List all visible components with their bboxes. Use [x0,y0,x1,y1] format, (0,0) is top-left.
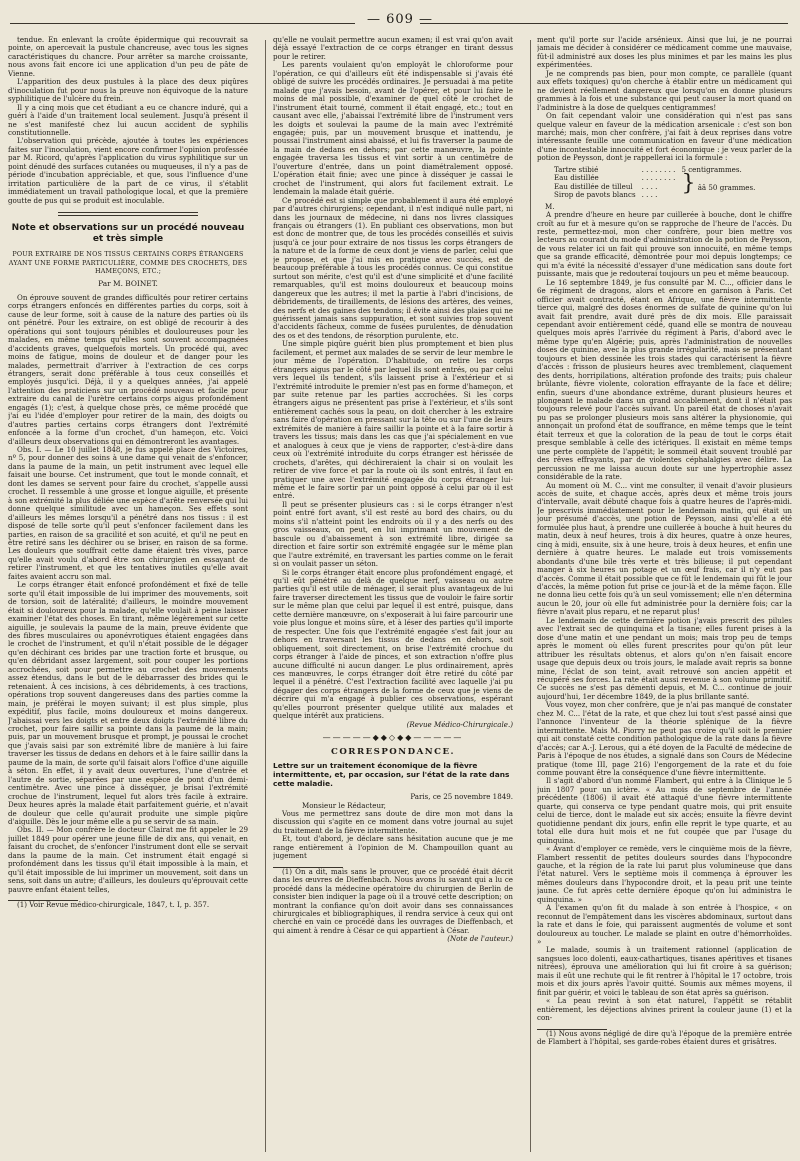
footnote: (1) On a dit, mais sans le prouver, que ce procédé était décrit dans les œuvres de Dieffenbach. Nous avons lu savant qui a lu ce procédé dans la médecine opératoire du chirurgien de Berlin de consister bien indiquer la page où il a trouvé cette description; on montrant la confiance qu'on doit avoir dans ses connaissances chirurgicales et bibliographiques, il rendra service à ceux qui ont cherché en vain ce procédé dans les ouvrages de Dieffenbach, et qui aiment à rendre à César ce qui appartient à César. [273,866,513,935]
paragraph: Ce procédé est si simple que probablement il aura été employé par d'autres chirurgiens; cependant, il n'est indiqué nulle part, ni dans les journaux de médecine, ni dans nos livres classiques français ou étrangers (1). En publiant ces observations, mon but est donc de montrer que, de tous les procédés conseillés et suivis jusqu'à ce jour pour extraire de nos tissus les corps étrangers de la nature et de la forme de ceux dont je viens de parler, celui que je propose, et que j'ai mis en pratique avec succès, est de beaucoup préférable à tous les procédés connus. Ce qui constitue surtout son mérite, c'est qu'il est d'une simplicité et d'une facilité remarquables, qu'il est moins douloureux et beaucoup moins dangereux que les autres; il met la partie à l'abri d'incisions, de débridements, de tiraillements, de lésions des artères, des veines, des nerfs et des gaines des tendons; il évite ainsi des plaies qui ne guérissent jamais sans suppuration, et sont suivies trop souvent d'accidents fâcheux, comme de fusées purulentes, de dénudation des os et des tendons, de résorption purulente, etc. [273,195,513,340]
article-subtitle: POUR EXTRAIRE DE NOS TISSUS CERTAINS CORPS ÉTRANGERS AYANT UNE FORME PARTICULIÈRE, COMME DES CROCHETS, DES HAMEÇONS, ETC.; [8,250,248,275]
formula-dose [678,171,758,199]
paragraph: Une simple piqûre guérit bien plus promptement et bien plus facilement, et permet aux malades de se servir de leur membre le jour même de l'opération. D'habitude, on retire les corps étrangers aigus par le côté par lequel ils sont entrés, ou par celui vers lequel ils tendent, s'ils laissent prise à l'extérieur et si l'extrémité introduite le premier n'est pas en forme d'hameçon, et par suite retenue par les parties accrochées. Si les corps étrangers aigus ne présentent pas prise à l'extérieur, et s'ils sont entièrement cachés sous la peau, on doit chercher à les extraire sans faire d'opération en pressant sur la tête ou sur l'une de leurs extrémités de manière à faire saillir la pointe et à la faire sortir à travers les tissus; mais dans les cas que j'ai spécialement en vue et analogues à ceux que je viens de rapporter, c'est-à-dire dans ceux où l'extrémité introduite du corps étranger est hérissée de crochets, d'arêtes, qui déchireraient la chair si on voulait les retirer de vive force et par la route où ils sont entrés, il faut en pratiquer une avec l'extrémité engagée du corps étranger lui-même et le faire sortir par un point opposé à celui par où il est entré. [273,339,513,501]
prescription-formula [551,166,758,200]
paragraph: Obs. II. — Mon confrère le docteur Clairat me fit appeler le 29 juillet 1849 pour opérer une jeune fille de dix ans, qui venait, en faisant du crochet, de s'enfoncer l'instrument dont elle se servait dans la paume de la main. Cet instrument était engagé si profondément dans les tissus qu'il était impossible à la main, et qu'il était impossible de lui imprimer un mouvement, soit dans un sens, soit dans un autre; d'ailleurs, les douleurs qu'éprouvait cette pauvre enfant étaient telles, [8,825,248,894]
ornament-divider: —————◆◆◇◆◆————— [322,733,464,743]
paragraph: Je ne comprends pas bien, pour mon compte, ce parallèle (quant aux effets toxiques) qu'on cherche à établir entre un médicament qui ne devient réellement dangereux que lorsqu'on en donne plusieurs grammes à la fois et une substance qui peut causer la mort quand on l'administre à la dose de quelques centigrammes! [537,68,792,112]
formula-ingredient: Eau distillée [554,173,599,183]
paragraph: Vous me permettrez sans doute de dire mon mot dans la discussion qui s'agite en ce moment dans votre journal au sujet du traitement de la fièvre intermittente. [273,808,513,835]
paragraph: tendue. En enlevant la croûte épidermique qui recouvrait sa pointe, on apercevait la pustule chancreuse, avec tous les signes caractéristiques du chancre. Pour arrêter sa marche croissante, nous avons fait encore ici une application d'un peu de pâte de Vienne. [8,36,248,78]
paragraph: A prendre d'heure en heure par cuillerée à bouche, dont le chiffre croît au fur et à mesure qu'on se rapproche de l'heure de l'accès. Du reste, permettez-moi, mon cher confrère, pour bien mettre vos lecteurs au courant du mode d'administration de la potion de Peysson, de vous relater ici un fait qui prouve son innocuité, en même temps que sa grande efficacité, démontrée pour moi depuis longtemps; ce qui m'a évité la nécessité d'essayer d'une médication sans doute fort puissante, mais que je redouterai toujours un peu et même beaucoup. [537,210,792,279]
paragraph: Il s'agit d'abord d'un nommé Flambert, qui entre à la Clinique le 5 juin 1807 pour un ictère. « Au mois de septembre de l'année précédente (1806) il avait été attaqué d'une fièvre intermittente quarte, qui conserva ce type pendant quatre mois, qui prit ensuite celui de tierce, dont le malade eut six accès; ensuite la fièvre devint quotidienne pendant dix jours, enfin elle reprit le type quarte, et au total elle dura huit mois et ne fut coupée que par l'usage du quinquina. [537,776,792,845]
formula-ingredient: Eau distillée de tilleul [554,181,633,191]
paragraph: Obs. I. — Le 10 juillet 1848, je fus appelé place des Victoires, nº 5, pour donner des soins à une dame qui venait de s'enfoncer, dans la paume de la main, un petit instrument avec lequel elle faisait une bourse. Cet instrument, que tout le monde connaît, et dont les dames se servent pour faire du crochet, s'appelle aussi crochet. Il ressemble à une grosse et longue aiguille, et présente à son extrémité la plus déliée une espèce d'arête renversée qui lui donne quelque similitude avec un hameçon. Ses effets sont d'ailleurs les mêmes lorsqu'il a pénétré dans nos tissus : il est disposé de telle sorte qu'il peut s'enfoncer facilement dans les parties, en raison de sa gracilité et son acuité, et qu'il ne peut en être retiré sans les déchirer ou se briser, en raison de sa forme. Les douleurs que souffrait cette dame étaient très vives, parce qu'elle avait voulu d'abord être son chirurgien en essayant de retirer l'instrument, et que les tentatives inutiles qu'elle avait faites avaient accru son mal. [8,445,248,581]
section-rule [58,212,198,216]
formula-ingredient: Tartre stibié [554,164,599,174]
article-author: Par M. BOINET. [98,279,158,289]
paragraph: A l'examen qu'on fit du malade à son entrée à l'hospice, « on reconnut de l'empâtement dans les viscères abdominaux, surtout dans la rate et dans le foie, qui paraissent augmentés de volume et sont douloureux au toucher. Le malade se plaint en outre d'hémorrhoïdes. » [537,903,792,947]
footnote: (1) Nous avons négligé de dire qu'à l'époque de la première entrée de Flambert à l'hôpital, ses garde-robes étaient dures et grisâtres. [537,1028,792,1047]
column-3 [537,36,792,1154]
formula-mix: M. [545,201,555,211]
formula-dots: . . . . [641,181,658,191]
paragraph: Il y a cinq mois que cet étudiant a eu ce chancre induré, qui a guéri à l'aide d'un traitement local seulement. Jusqu'à présent il ne s'est manifesté chez lui aucun accident de syphilis constitutionnelle. [8,102,248,137]
formula-dots: . . . . . . . . [641,164,676,174]
paragraph: Vous voyez, mon cher confrère, que je n'ai pas manqué de constater chez M. C... l'état de la rate, et que chez lui tout s'est passé ainsi que l'annonce l'inventeur de la théorie splénique de la fièvre intermittente. Mais M. Piorry ne peut pas croire qu'il soit le premier qui ait constaté cette condition pathologique de la rate dans la fièvre d'accès; car A.-J. Lerous, qui a été doyen de la Faculté de médecine de Paris à l'époque de nos études, a signalé dans son Cours de Médecine pratique (tome III, page 216) l'engorgement de la rate et du foie comme pouvant être la conséquence d'une fièvre intermittente. [537,700,792,777]
page-number: — 609 — [366,12,434,27]
letter-title: Lettre sur un traitement économique de la fièvre intermittente, et, par occasion, sur l'état de la rate dans cette maladie. [273,761,510,789]
paragraph: Les parents voulaient qu'on employât le chloroforme pour l'opération, ce qui d'ailleurs eût été indispensable si j'avais été obligé de suivre les procédés ordinaires. Je persuadai à ma petite malade que j'avais besoin, avant de l'opérer, et pour lui faire le moins de mal possible, d'examiner de quel côté le crochet de l'instrument était tourné, comment il était engagé, etc.; tout en causant avec elle, j'abaissai l'extrémité libre de l'instrument vers les doigts et soulevai la paume de la main avec l'extrémité engagée; puis, par un mouvement brusque et inattendu, je poussai l'instrument ainsi abaissé, et lui fis traverser la paume de la main de dedans en dehors; par cette manœuvre, la pointe engagée traversa les tissus et vint sortir à un centimètre de l'ouverture d'entrée, dans un point diamétralement opposé. L'opération était finie; avec une pince à disséquer je cassai le crochet de l'instrument, qui alors fut facilement extrait. Le lendemain la malade était guérie. [273,60,513,197]
footnote-note: (Note de l'auteur.) [447,934,513,944]
page-header [0,10,800,36]
paragraph: « Avant d'employer ce remède, vers le cinquième mois de la fièvre, Flambert ressentit de petites douleurs sourdes dans l'hypocondre gauche, et la région de la rate lui parut plus volumineuse que dans l'état naturel. Vers le septième mois il commença à éprouver les mêmes douleurs dans l'hypocondre droit, et la peau prit une teinte jaune. Ce fut après cette dernière époque qu'on lui administra le quinquina. » [537,844,792,904]
paragraph: Le lendemain de cette dernière potion j'avais prescrit des pilules avec l'extrait sec de quinquina et la tisane; elles furent prises à la dose d'une matin et une pendant un mois; mais trop peu de temps après le moment où elles furent prescrites pour qu'on pût leur attribuer les résultats obtenus, et alors qu'on n'en faisait encore usage que depuis deux ou trois jours, le malade avait repris sa bonne mine, l'éclat de son teint, avait retrouvé son ancien appétit et récupéré ses forces. La rate était aussi revenue à son volume primitif. Ce succès ne s'est pas démenti depuis, et M. C... continue de jouir aujourd'hui, 1er décembre 1849, de la plus brillante santé. [537,615,792,701]
formula-dose-value: ââ 50 grammes. [697,183,756,193]
letter-salutation: Monsieur le Rédacteur, [302,800,386,810]
formula-ingredient: Sirop de pavots blancs [554,190,636,200]
header-rule-left [10,23,355,24]
column-divider-1 [265,40,266,1152]
paragraph: L'apparition des deux pustules à la place des deux piqûres d'inoculation fut pour nous la preuve non équivoque de la nature syphilitique de l'ulcère du frein. [8,77,248,104]
paragraph: L'observation qui précède, ajoutée à toutes les expériences faites sur l'inoculation, vient encore confirmer l'opinion professée par M. Ricord, qu'après l'application du virus syphilitique sur un point dénudé des surfaces cutanées ou muqueuses, il n'y a pas de période d'incubation appréciable, et que, sous l'influence d'une irritation particulière de la part de ce virus, il s'établit immédiatement un travail pathologique local, et que la première goutte de pus qui se produit est inoculable. [8,136,248,205]
paragraph: Il peut se présenter plusieurs cas : si le corps étranger n'est point entré fort avant, s'il est resté au bord des chairs, ou du moins s'il n'atteint point les endroits où il y a des nerfs ou des gros vaisseaux, on peut, en lui imprimant un mouvement de bascule ou d'abaissement à son extrémité libre, dirigée sa direction et faire sortir son extrémité engagée sur le même plan que l'autre extrémité, en traversant les parties comme on le ferait si on voulait passer un séton. [273,499,513,569]
article-source: (Revue Médico-Chirurgicale.) [406,719,513,729]
column-1 [8,36,248,1154]
paragraph: « La peau revint à son état naturel, l'appétit se rétablit entièrement, les déjections alvines prirent la couleur jaune (1) et la con- [537,996,792,1023]
paragraph: Au moment où M. C... vint me consulter, il venait d'avoir plusieurs accès de suite, et chaque accès, après deux et même trois jours d'intervalle, avait débuté chaque fois à quatre heures de l'après-midi. Je prescrivis immédiatement pour le lendemain matin, qui était un jour présumé d'accès, une potion de Peysson, ainsi qu'elle a été formulée plus haut, à prendre une cuillerée à bouche à huit heures du matin, deux à neuf heures, trois à dix heures, quatre à onze heures, cinq à midi, ensuite, six à une heure, trois à deux heures, et enfin une dernière à quatre heures. Le malade eut trois vomissements abondants d'une bile très verte et très bilieuse; il put cependant manger à six heures un potage et un œuf frais, car il n'y eut pas d'accès. Comme il était possible que ce fût le lendemain qui fût le jour d'accès, la même potion fut prise ce jour-là et de la même façon. Elle ne donna lieu cette fois qu'à un seul vomissement; elle n'en détermina aucun le 20, jour où elle fut administrée pour la dernière fois; car la fièvre n'avait plus reparu, et ne reparut plus! [537,480,792,617]
paragraph: On fait cependant valoir une considération qui n'est pas sans quelque valeur en faveur de la médication arsenicale : c'est son bon marché; mais, mon cher confrère, j'ai fait à deux reprises dans votre intéressante feuille une communication en faveur d'une médication d'une incontestable innocuité et fort économique : je veux parler de la potion de Peysson, dont je rappellerai ici la formule : [537,111,792,163]
letter-dateline: Paris, ce 25 novembre 1849. [410,792,513,802]
paragraph: Le 16 septembre 1849, je fus consulté par M. C..., officier dans le 6e régiment de dragons, alors et encore en garnison à Paris. Cet officier avait contracté, étant en Afrique, une fièvre intermittente tierce qui, malgré des doses énormes de sulfate de quinine qu'on lui avait fait prendre, avait duré près de dix mois. Elle paraissait cependant avoir entièrement cédé, quand elle se montra de nouveau quelques mois après l'arrivée du régiment à Paris, d'abord avec le même type qu'en Algérie; puis, après l'administration de nouvelles doses de quinine, avec la plus grande irrégularité, mais se présentant toujours et bien dessinée les trois stades qui caractérisent la fièvre d'accès : frisson de plusieurs heures avec tremblement, claquement des dents, horripilations, altération profonde des traits; puis chaleur brûlante, fièvre violente, coloration effrayante de la face et délire; enfin, sueurs d'une abondance extrême, durant plusieurs heures et plongeant le malade dans un grand accablement, dont il n'était pas toujours relevé pour l'accès suivant. Un pareil état de choses n'avait pu pas se prolonger plusieurs mois sans altérer la physionomie, qui annonçait un profond état de souffrance, en même temps que le teint était terreux et que la coloration de la peau de tout le corps était presque semblable à celle des ictériques. Il existait en même temps une perte complète de l'appétit; le sommeil était souvent troublé par des rêves effrayants, par de violentes céphalalgies avec délire. La percussion ne me laissa aucun doute sur une hypertrophie assez considérable de la rate. [537,277,792,482]
article-title: Note et observations sur un procédé nouveau et très simple [11,223,245,245]
footnote: (1) Voir Revue médico-chirurgicale, 1847, t. I, p. 357. [17,900,210,910]
column-divider-2 [530,40,531,1152]
paragraph: On éprouve souvent de grandes difficultés pour retirer certains corps étrangers enfoncés en différentes parties du corps, soit à cause de leur forme, soit à cause de la nature des parties où ils ont pénétré. Pour les extraire, on est obligé de recourir à des opérations qui sont toujours pénibles et douloureuses pour les malades, en même temps qu'elles sont souvent accompagnées d'accidents graves, quelquefois mortels. Un procédé qui, avec moins de fatigue, moins de douleur et de danger pour les malades, permettrait d'arriver à l'extraction de ces corps étrangers, serait donc préférable à tous ceux conseillés et employés jusqu'ici. Déjà, il y a quelques années, j'ai appelé l'attention des praticiens sur un procédé nouveau et facile pour extraire du canal de l'urètre certains corps aigus profondément engagés (1); c'est, à quelque chose près, ce même procédé que j'ai eu l'idée d'employer pour retirer de la main, des doigts ou d'autres parties certains corps étrangers dont l'extrémité enfoncée a la forme d'un crochet, d'un hameçon, etc. Voici d'ailleurs deux observations qui en démontreront les avantages. [8,292,248,446]
formula-dose: 5 centigrammes. [681,164,742,174]
column-2 [273,36,513,1154]
paragraph: ment qu'il porte sur l'acide arsénieux. Ainsi que lui, je ne pourrai jamais me décider à considérer ce médicament comme une mauvaise, fût-il administré aux doses les plus minimes et par les mains les plus expérimentées. [537,36,792,70]
formula-dots: . . . . . . . . [641,173,676,183]
paragraph: Le corps étranger était enfoncé profondément et fixé de telle sorte qu'il était impossible de lui imprimer des mouvements, soit de torsion, soit de latéralité; d'ailleurs, le moindre mouvement était si douloureux pour la malade, qu'elle voulait à peine laisser examiner l'état des choses. En tirant, même légèrement sur cette aiguille, je soulevais la paume de la main, preuve évidente que des fibres musculaires ou aponévrotiques étaient engagées dans le crochet de l'instrument, et qu'il n'était possible de le dégager qu'en déchirant ces brides par une traction forte et brusque, ou qu'en débridant assez largement, soit pour couper les portions accrochées, soit pour permettre au crochet des mouvements assez étendus, dans le but de le débarrasser des brides qui le retenaient. À ces incisions, à ces débridements, à ces tractions, opérations trop souvent dangereuses dans des parties comme la main, je préférai le moyen suivant; il est plus simple, plus expéditif, plus facile, moins douloureux et moins dangereux. J'abaissai vers les doigts et entre deux doigts l'extrémité libre du crochet, pour faire saillir sa pointe dans la paume de la main; puis, par un mouvement brusque et prompt, je poussai le crochet que j'avais saisi par son extrémité libre de manière à lui faire traverser les tissus de dedans en dehors et à le faire saillir dans la paume de la main, de sorte qu'il faisait alors l'office d'une aiguille à séton. En effet, il y avait deux ouvertures, l'une d'entrée et l'autre de sortie, séparées par une espèce de pont d'un demi-centimètre. Avec une pince à disséquer, je brisai l'extrémité crochue de l'instrument, lequel fut alors très facile à extraire. Deux heures après la malade était parfaitement guérie, et n'avait de douleur que celle qu'aurait produite une simple piqûre d'aiguille. Dès le jour même elle a pu se servir de sa main. [8,580,248,826]
brace-icon: } [681,171,696,197]
paragraph: Si le corps étranger était encore plus profondément engagé, et qu'il eût pénétré au delà de quelque nerf, vaisseau ou autre parties qu'il est utile de ménager, il serait plus avantageux de lui faire traverser directement les tissus que de vouloir le faire sortir sur le même plan que celui par lequel il est entré, puisque, dans cette dernière manœuvre, on s'exposerait à lui faire parcourir une voie plus longue et moins sûre, et à léser des parties qu'il importe de respecter. Une fois que l'extrémité engagée s'est fait jour au dehors en traversant les tissus de dedans en dehors, soit obliquement, soit directement, on brise l'extrémité crochue du corps étranger à l'aide de pinces, et son extraction n'offre plus aucune difficulté ni aucun danger. Le plus ordinairement, après ces manœuvres, le corps étranger doit être retiré du côté par lequel il a pénétré. C'est l'extraction facilité avec laquelle j'ai pu dégager des corps étrangers de la forme de ceux que je viens de décrire qui m'a engagé à publier ces observations, espérant qu'elles pourront présenter quelque utilité aux malades et quelque intérêt aux praticiens. [273,567,513,721]
section-heading: CORRESPONDANCE. [330,746,456,757]
paragraph: Le malade, soumis à un traitement rationnel (application de sangsues loco dolenti, eaux-cathartiques, tisanes apéritives et tisanes nitrées), éprouva une amélioration qui lui fit croire à sa guérison; mais il eût une rechute qui le fit rentrer à l'hôpital le 17 octobre, trois mois et dix jours après l'avoir quitté. Soumis aux mêmes moyens, il finit par guérir, et voici le tableau de son état après sa guérison. [537,945,792,997]
paragraph: Et, tout d'abord, je déclare sans hésitation aucune que je me range entièrement à l'opinion de M. Champouillon quant au jugement [273,834,513,861]
formula-dots: . . . . [641,190,658,200]
header-rule-right [420,23,788,24]
paragraph: qu'elle ne voulait permettre aucun examen; il est vrai qu'on avait déjà essayé l'extraction de ce corps étranger en tirant dessus pour le retirer. [273,36,513,61]
